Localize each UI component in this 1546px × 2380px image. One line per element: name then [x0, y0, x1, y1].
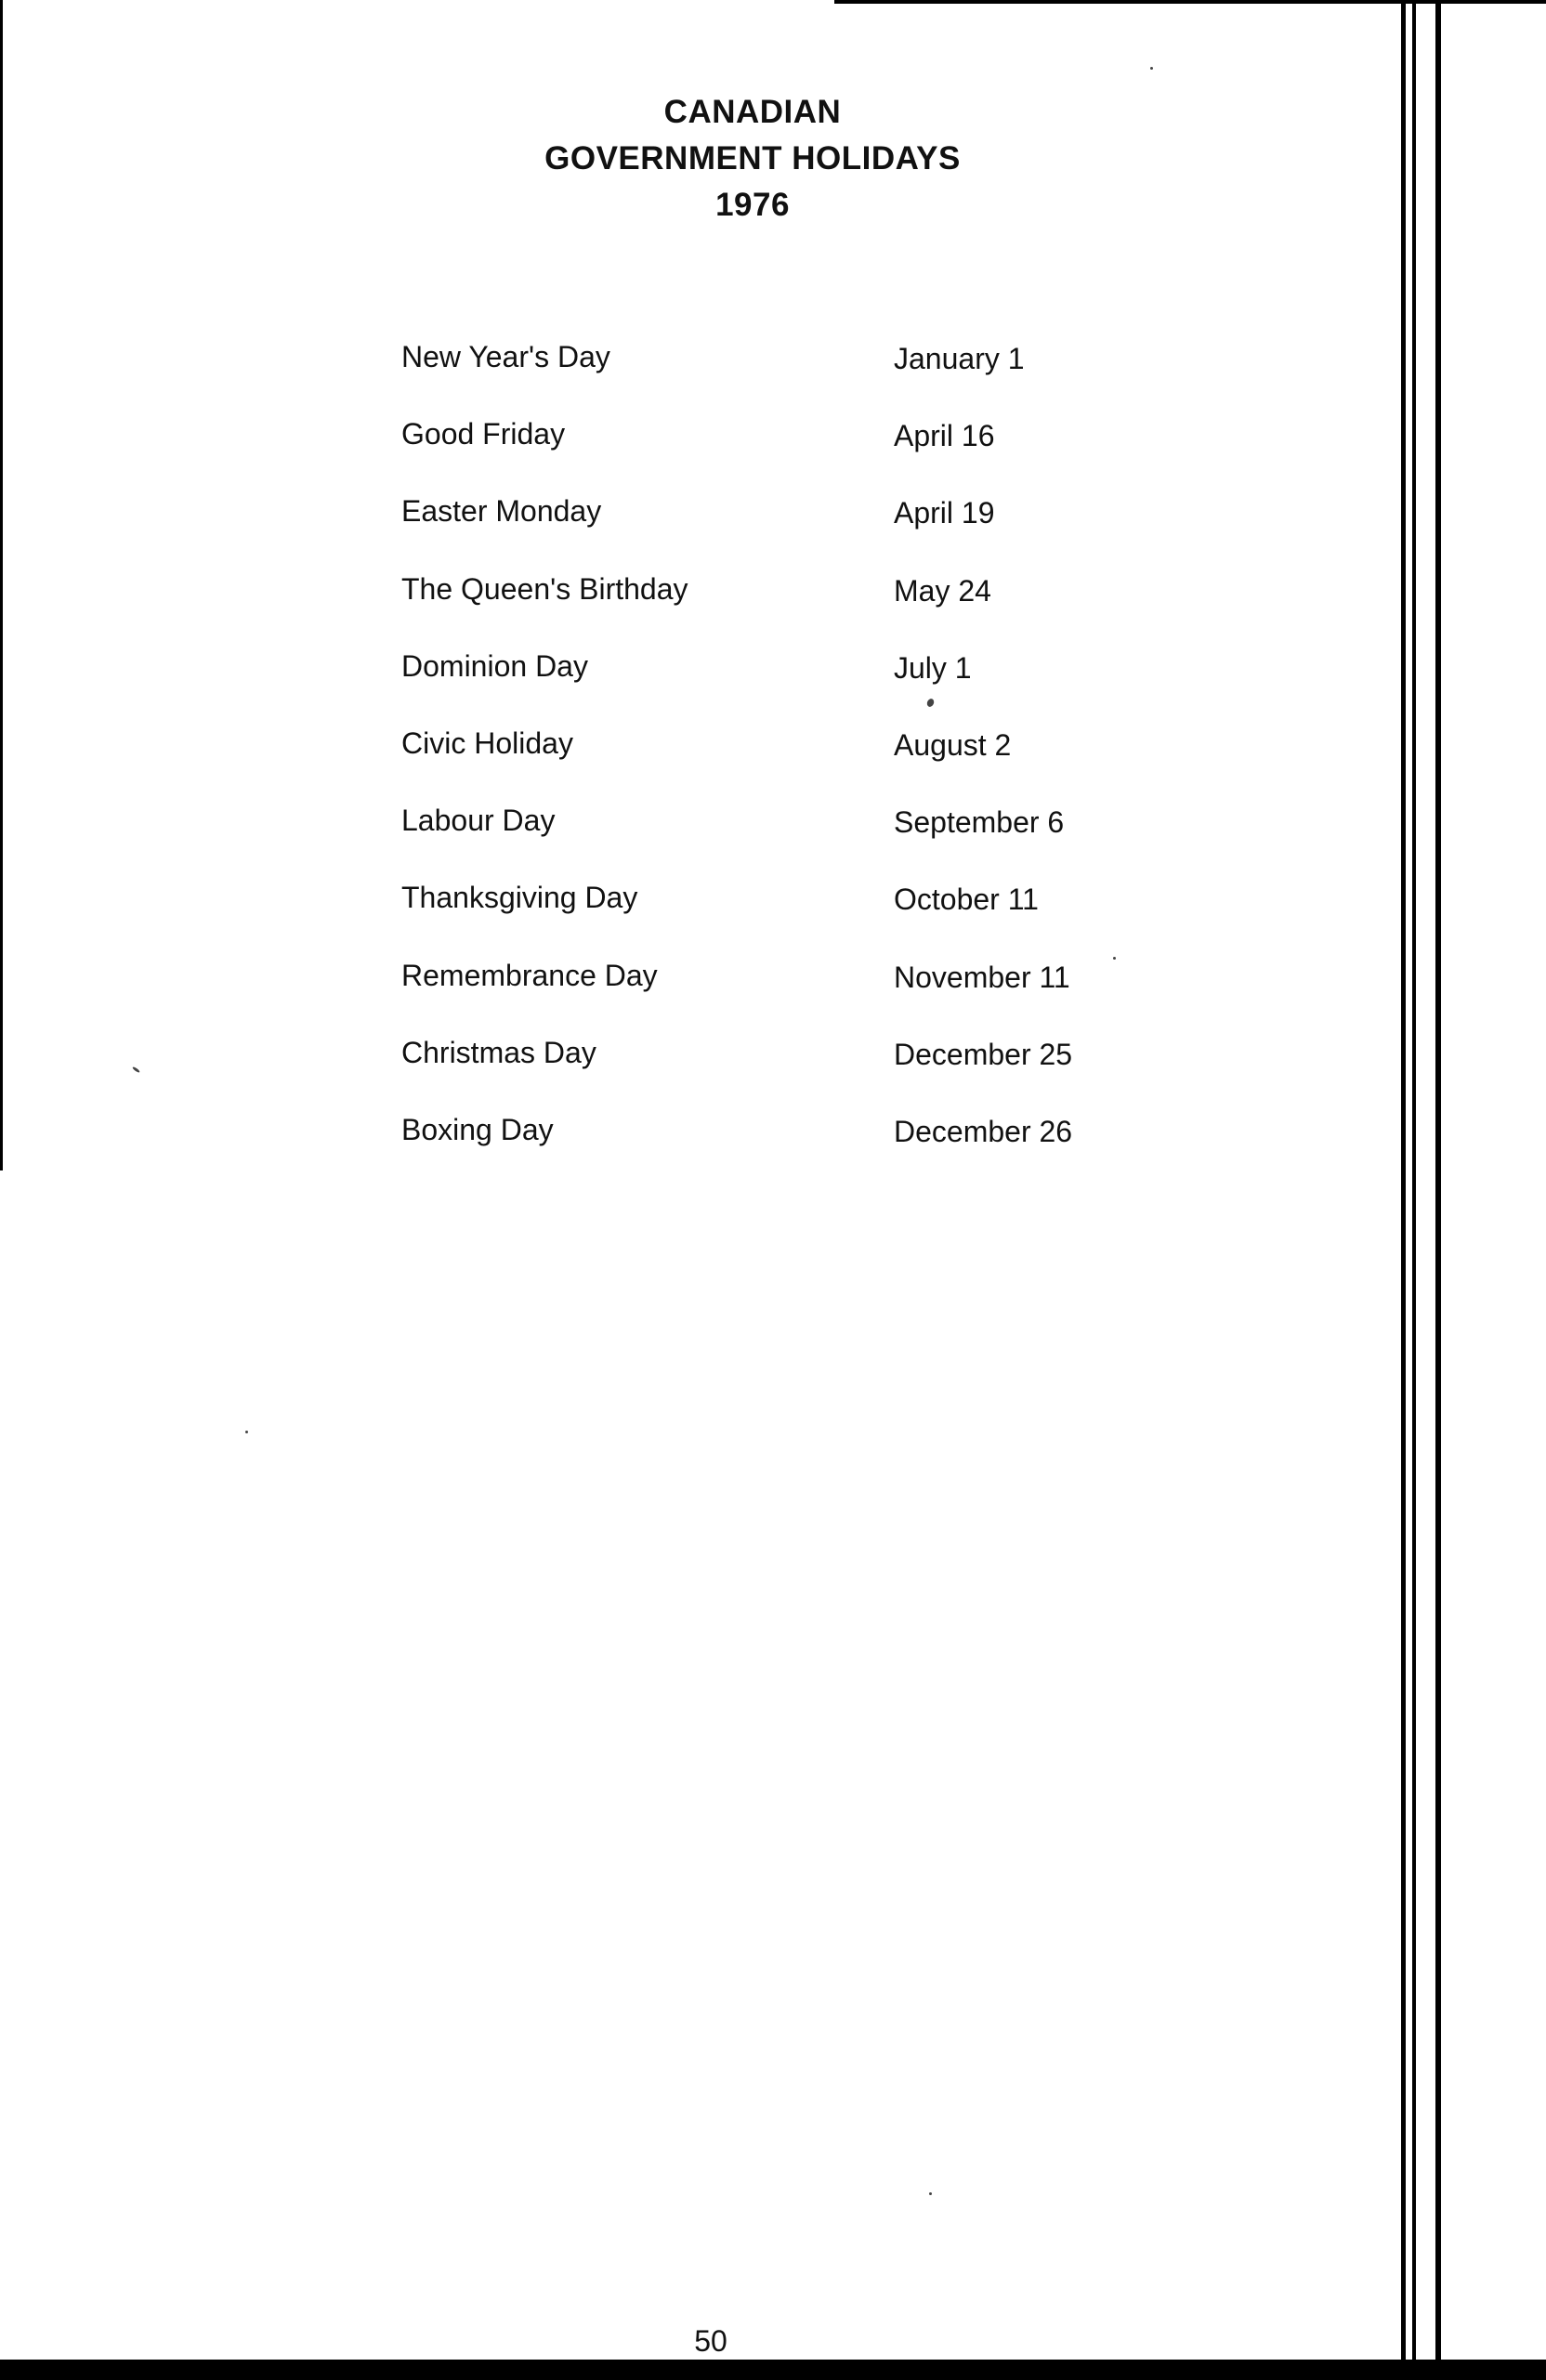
- page-title: [520, 89, 985, 229]
- scan-speck: [132, 1066, 140, 1074]
- title-line-3: 1976: [715, 187, 790, 223]
- holiday-row: [390, 1107, 1152, 1184]
- holiday-date: October 11: [894, 883, 1039, 917]
- holiday-row: [390, 644, 1152, 721]
- holiday-name: Civic Holiday: [401, 726, 573, 760]
- holiday-row: [390, 953, 1152, 1030]
- binding-line: [1435, 0, 1441, 2380]
- holiday-name: Christmas Day: [401, 1035, 596, 1069]
- binding-line: [1412, 0, 1416, 2380]
- holiday-row: [390, 721, 1152, 798]
- scan-border-bottom: [0, 2360, 1546, 2380]
- holiday-row: [390, 412, 1152, 489]
- title-line-1: CANADIAN: [663, 94, 842, 130]
- holiday-name: Boxing Day: [401, 1112, 554, 1146]
- page-number: 50: [694, 2324, 727, 2358]
- holiday-date: September 6: [894, 805, 1065, 840]
- holiday-date: December 25: [894, 1037, 1073, 1071]
- holiday-date: July 1: [894, 650, 972, 685]
- scan-speck: [245, 1431, 248, 1433]
- holiday-row: [390, 489, 1152, 566]
- holiday-row: [390, 334, 1152, 412]
- holiday-date: December 26: [894, 1114, 1073, 1148]
- holiday-name: Easter Monday: [401, 494, 602, 529]
- scan-border-left: [0, 0, 3, 1170]
- holiday-name: Dominion Day: [401, 648, 588, 683]
- holiday-date: November 11: [894, 960, 1070, 994]
- holiday-date: April 16: [894, 419, 995, 453]
- holiday-date: January 1: [894, 342, 1025, 375]
- binding-line: [1401, 0, 1406, 2380]
- holiday-name: New Year's Day: [401, 340, 610, 373]
- holiday-row: [390, 1030, 1152, 1107]
- holiday-list: [390, 334, 1152, 1184]
- holiday-row: [390, 567, 1152, 644]
- holiday-name: Remembrance Day: [401, 958, 658, 992]
- holiday-name: Labour Day: [401, 804, 556, 838]
- scan-speck: [929, 2192, 932, 2195]
- holiday-name: Good Friday: [401, 417, 566, 451]
- scan-speck: [1150, 67, 1153, 70]
- holiday-date: April 19: [894, 496, 995, 530]
- holiday-row: [390, 875, 1152, 952]
- holiday-name: The Queen's Birthday: [401, 571, 688, 606]
- holiday-date: May 24: [894, 573, 991, 608]
- holiday-row: [390, 798, 1152, 875]
- title-line-2: GOVERNMENT HOLIDAYS: [544, 140, 961, 177]
- holiday-name: Thanksgiving Day: [401, 881, 638, 915]
- holiday-date: August 2: [894, 727, 1012, 762]
